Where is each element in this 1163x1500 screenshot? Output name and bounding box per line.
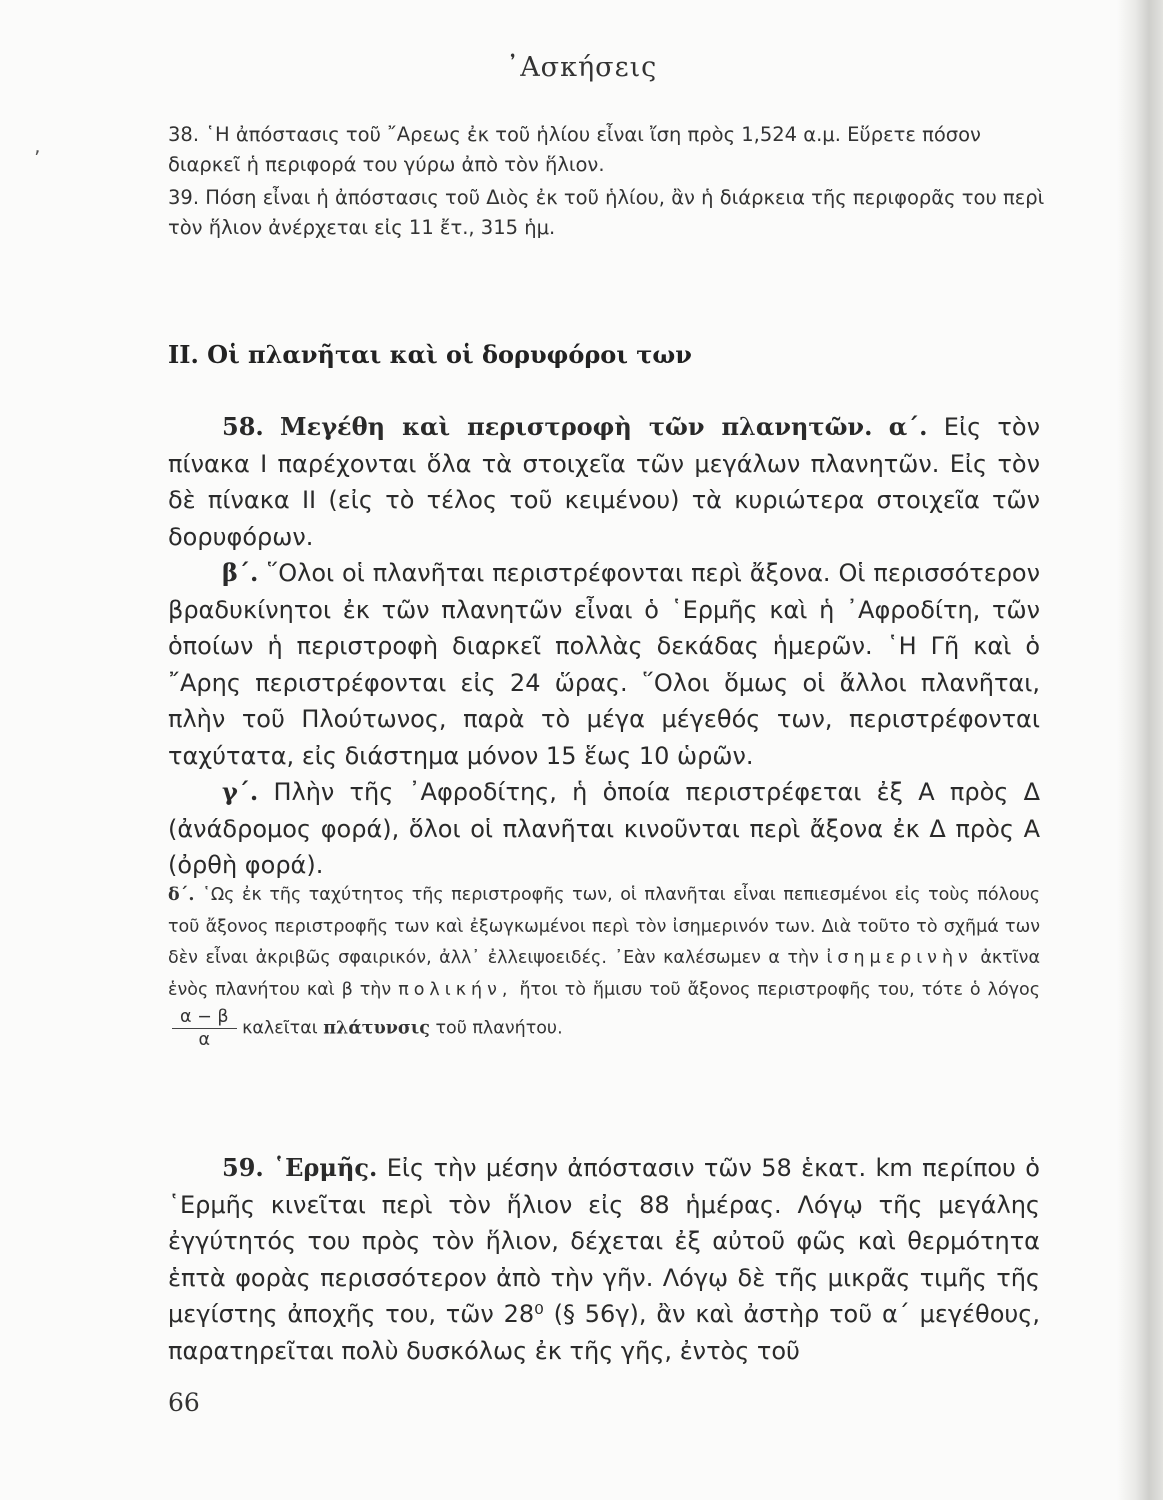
fraction-denominator: α	[198, 1030, 211, 1050]
term-flattening: πλάτυνσις	[323, 1018, 430, 1039]
paragraph-58-gamma	[168, 774, 1040, 884]
stray-mark: ʼ	[34, 146, 41, 170]
paragraph-title: Μεγέθη καὶ περιστροφὴ τῶν πλανητῶν.	[280, 412, 873, 441]
paragraph-58-delta	[168, 880, 1040, 1051]
fraction-numerator: α − β	[172, 1006, 237, 1029]
item-letter-alpha: α΄.	[888, 412, 928, 441]
section-heading: II. Οἱ πλανῆται καὶ οἱ δορυφόροι των	[168, 340, 692, 369]
paragraph-title: ῾Ερμῆς.	[273, 1153, 378, 1182]
scan-page-edge	[1117, 0, 1163, 1500]
paragraph-number: 58.	[222, 412, 264, 441]
paragraph-59-text: Εἰς τὴν μέσην ἀπόστασιν τῶν 58 ἑκατ. km περίπου ὁ ῾Ερμῆς κινεῖται περὶ τὸν ἥλιον εἰς 88 ἡμέρας. Λόγῳ τῆς μεγάλης ἐγγύτητός του πρὸς τὸν ἥλιον, δέχεται ἐξ αὐτοῦ φῶς καὶ θερμότητα ἑπτὰ φορὰς περισσότερον ἀπὸ τὴν γῆν. Λόγῳ δὲ τῆς μικρᾶς τιμῆς τῆς μεγίστης ἀποχῆς του, τῶν 28⁰ (§ 56γ), ἂν καὶ ἀστὴρ τοῦ α΄ μεγέθους, παρατηρεῖται πολὺ δυσκόλως ἐκ τῆς γῆς, ἐντὸς τοῦ	[168, 1154, 1040, 1365]
delta-text-5: τοῦ πλανήτου.	[435, 1018, 563, 1039]
item-letter-beta: β΄.	[222, 558, 259, 587]
delta-text-3: ἤτοι τὸ ἥμισυ τοῦ ἄξονος περιστροφῆς του, τότε ὁ λόγος	[519, 979, 1040, 1000]
item-letter-gamma: γ΄.	[222, 777, 259, 806]
running-head: ᾿Ασκήσεις	[505, 52, 658, 83]
exercise-39: 39. Πόση εἶναι ἡ ἀπόστασις τοῦ Διὸς ἐκ τοῦ ἡλίου, ἂν ἡ διάρκεια τῆς περιφορᾶς του περὶ τὸν ἥλιον ἀνέρχεται εἰς 11 ἔτ., 315 ἡμ.	[168, 186, 1045, 239]
paragraph-59	[168, 1150, 1040, 1369]
item-letter-delta: δ΄.	[168, 885, 195, 905]
page-number: 66	[168, 1388, 200, 1417]
exercise-38: 38. ῾Η ἀπόστασις τοῦ ῎Αρεως ἐκ τοῦ ἡλίου εἶναι ἴση πρὸς 1,524 α.μ. Εὕρετε πόσον διαρκεῖ ἡ περιφορά του γύρω ἀπὸ τὸν ἥλιον.	[168, 123, 981, 176]
alpha-text: Εἰς τὸν πίνακα I παρέχονται ὅλα τὰ στοιχεῖα τῶν μεγάλων πλανητῶν. Εἰς τὸν δὲ πίνακα II (εἰς τὸ τέλος τοῦ κειμένου) τὰ κυριώτερα στοιχεῖα τῶν δορυφόρων.	[168, 413, 1040, 551]
delta-text-1: ῾Ως ἐκ τῆς ταχύτητος τῆς περιστροφῆς των, οἱ πλανῆται εἶναι πεπιεσμένοι εἰς τοὺς πόλους τοῦ ἄξονος περιστροφῆς των καὶ ἐξωγκωμένοι περὶ τὸν ἰσημερινόν των. Διὰ τοῦτο τὸ σχῆμά των δὲν εἶναι ἀκριβῶς σφαιρικόν, ἀλλ᾿ ἐλλειψοειδές. ᾿Εὰν καλέσωμεν α τὴν	[168, 885, 1040, 968]
term-equatorial: ἰσημερινὴν	[826, 948, 973, 968]
paragraph-number: 59.	[222, 1153, 264, 1182]
delta-text-4: καλεῖται	[242, 1018, 318, 1039]
paragraph-58-beta	[168, 555, 1040, 774]
delta-text-2: ἀκτῖνα ἑνὸς πλανήτου καὶ β τὴν	[168, 948, 1040, 1000]
beta-text: ῞Ολοι οἱ πλανῆται περιστρέφονται περὶ ἄξονα. Οἱ περισσότερον βραδυκίνητοι ἐκ τῶν πλανητῶν εἶναι ὁ ῾Ερμῆς καὶ ἡ ᾿Αφροδίτη, τῶν ὁποίων ἡ περιστροφὴ διαρκεῖ πολλὰς δεκάδας ἡμερῶν. ῾Η Γῆ καὶ ὁ ῎Αρης περιστρέφονται εἰς 24 ὥρας. ῞Ολοι ὅμως οἱ ἄλλοι πλανῆται, πλὴν τοῦ Πλούτωνος, παρὰ τὸ μέγα μέγεθός των, περιστρέφονται ταχύτατα, εἰς διάστημα μόνον 15 ἕως 10 ὡρῶν.	[168, 559, 1041, 770]
term-polar: πολικήν,	[398, 979, 513, 1000]
gamma-text: Πλὴν τῆς ᾿Αφροδίτης, ἡ ὁποία περιστρέφεται ἐξ Α πρὸς Δ (ἀνάδρομος φορά), ὅλοι οἱ πλανῆται κινοῦνται περὶ ἄξονα ἐκ Δ πρὸς Α (ὀρθὴ φορά).	[168, 778, 1040, 879]
flattening-fraction	[172, 1006, 237, 1051]
paragraph-58-alpha	[168, 409, 1040, 555]
